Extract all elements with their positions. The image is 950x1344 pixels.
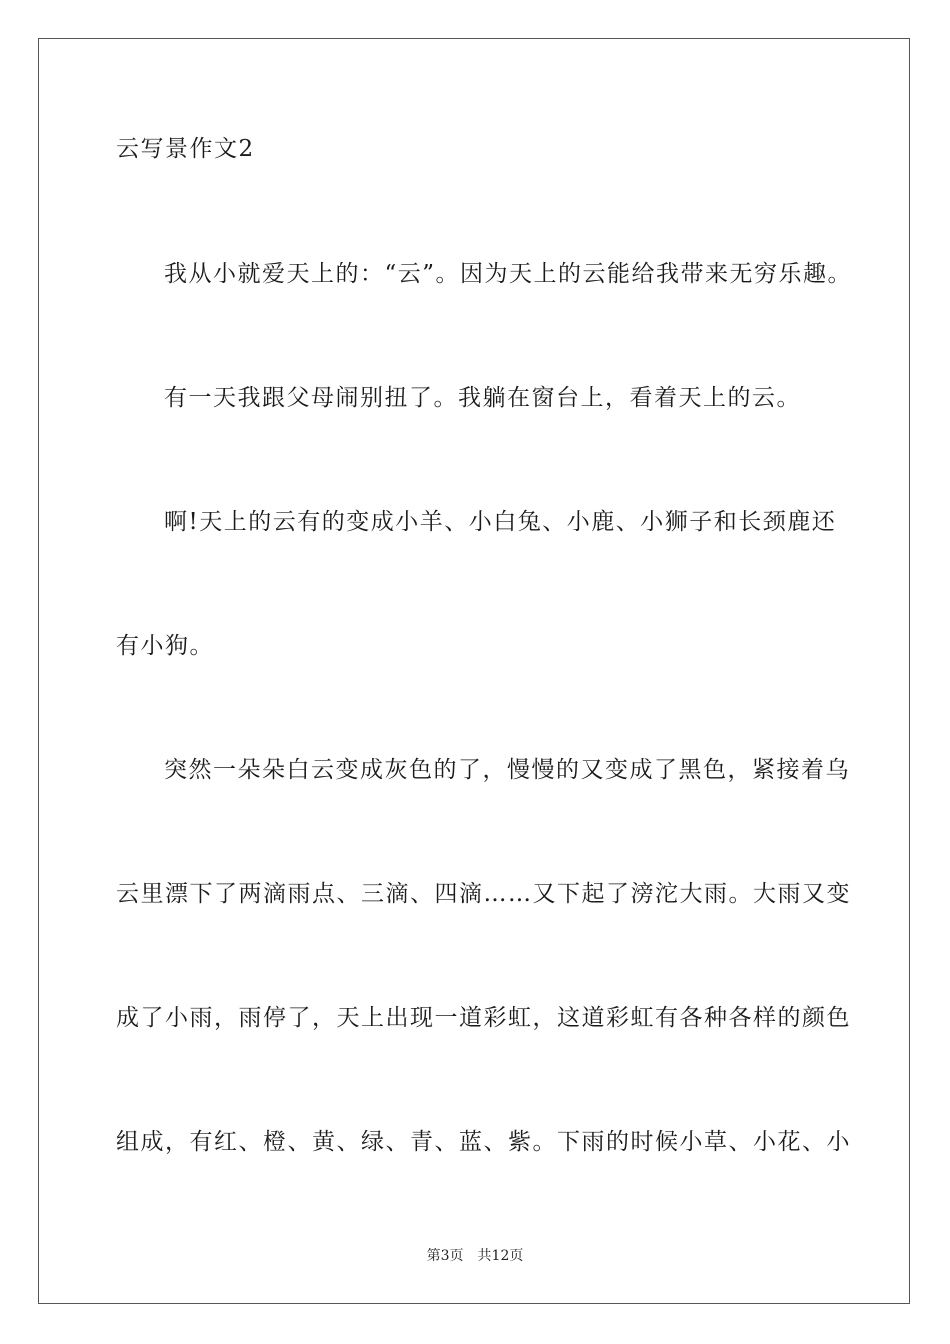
paragraph-line: 成了小雨，雨停了，天上出现一道彩虹，这道彩虹有各种各样的颜色 <box>116 1005 851 1031</box>
paragraph-line: 我从小就爱天上的：“云”。因为天上的云能给我带来无穷乐趣。 <box>164 261 853 287</box>
document-title: 云写景作文2 <box>116 136 255 162</box>
paragraph-line: 突然一朵朵白云变成灰色的了，慢慢的又变成了黑色，紧接着乌 <box>164 757 850 783</box>
page-number: 第3页 <box>426 1248 464 1264</box>
paragraph-line: 有一天我跟父母闹别扭了。我躺在窗台上，看着天上的云。 <box>164 385 801 411</box>
page-footer <box>0 1247 950 1265</box>
paragraph-line: 组成，有红、橙、黄、绿、青、蓝、紫。下雨的时候小草、小花、小 <box>116 1129 851 1155</box>
page-total: 共12页 <box>477 1248 524 1264</box>
paragraph-line: 啊!天上的云有的变成小羊、小白兔、小鹿、小狮子和长颈鹿还 <box>164 509 837 535</box>
page-border <box>38 38 910 1304</box>
paragraph-line: 有小狗。 <box>116 633 214 659</box>
paragraph-line: 云里漂下了两滴雨点、三滴、四滴……又下起了滂沱大雨。大雨又变 <box>116 881 851 907</box>
